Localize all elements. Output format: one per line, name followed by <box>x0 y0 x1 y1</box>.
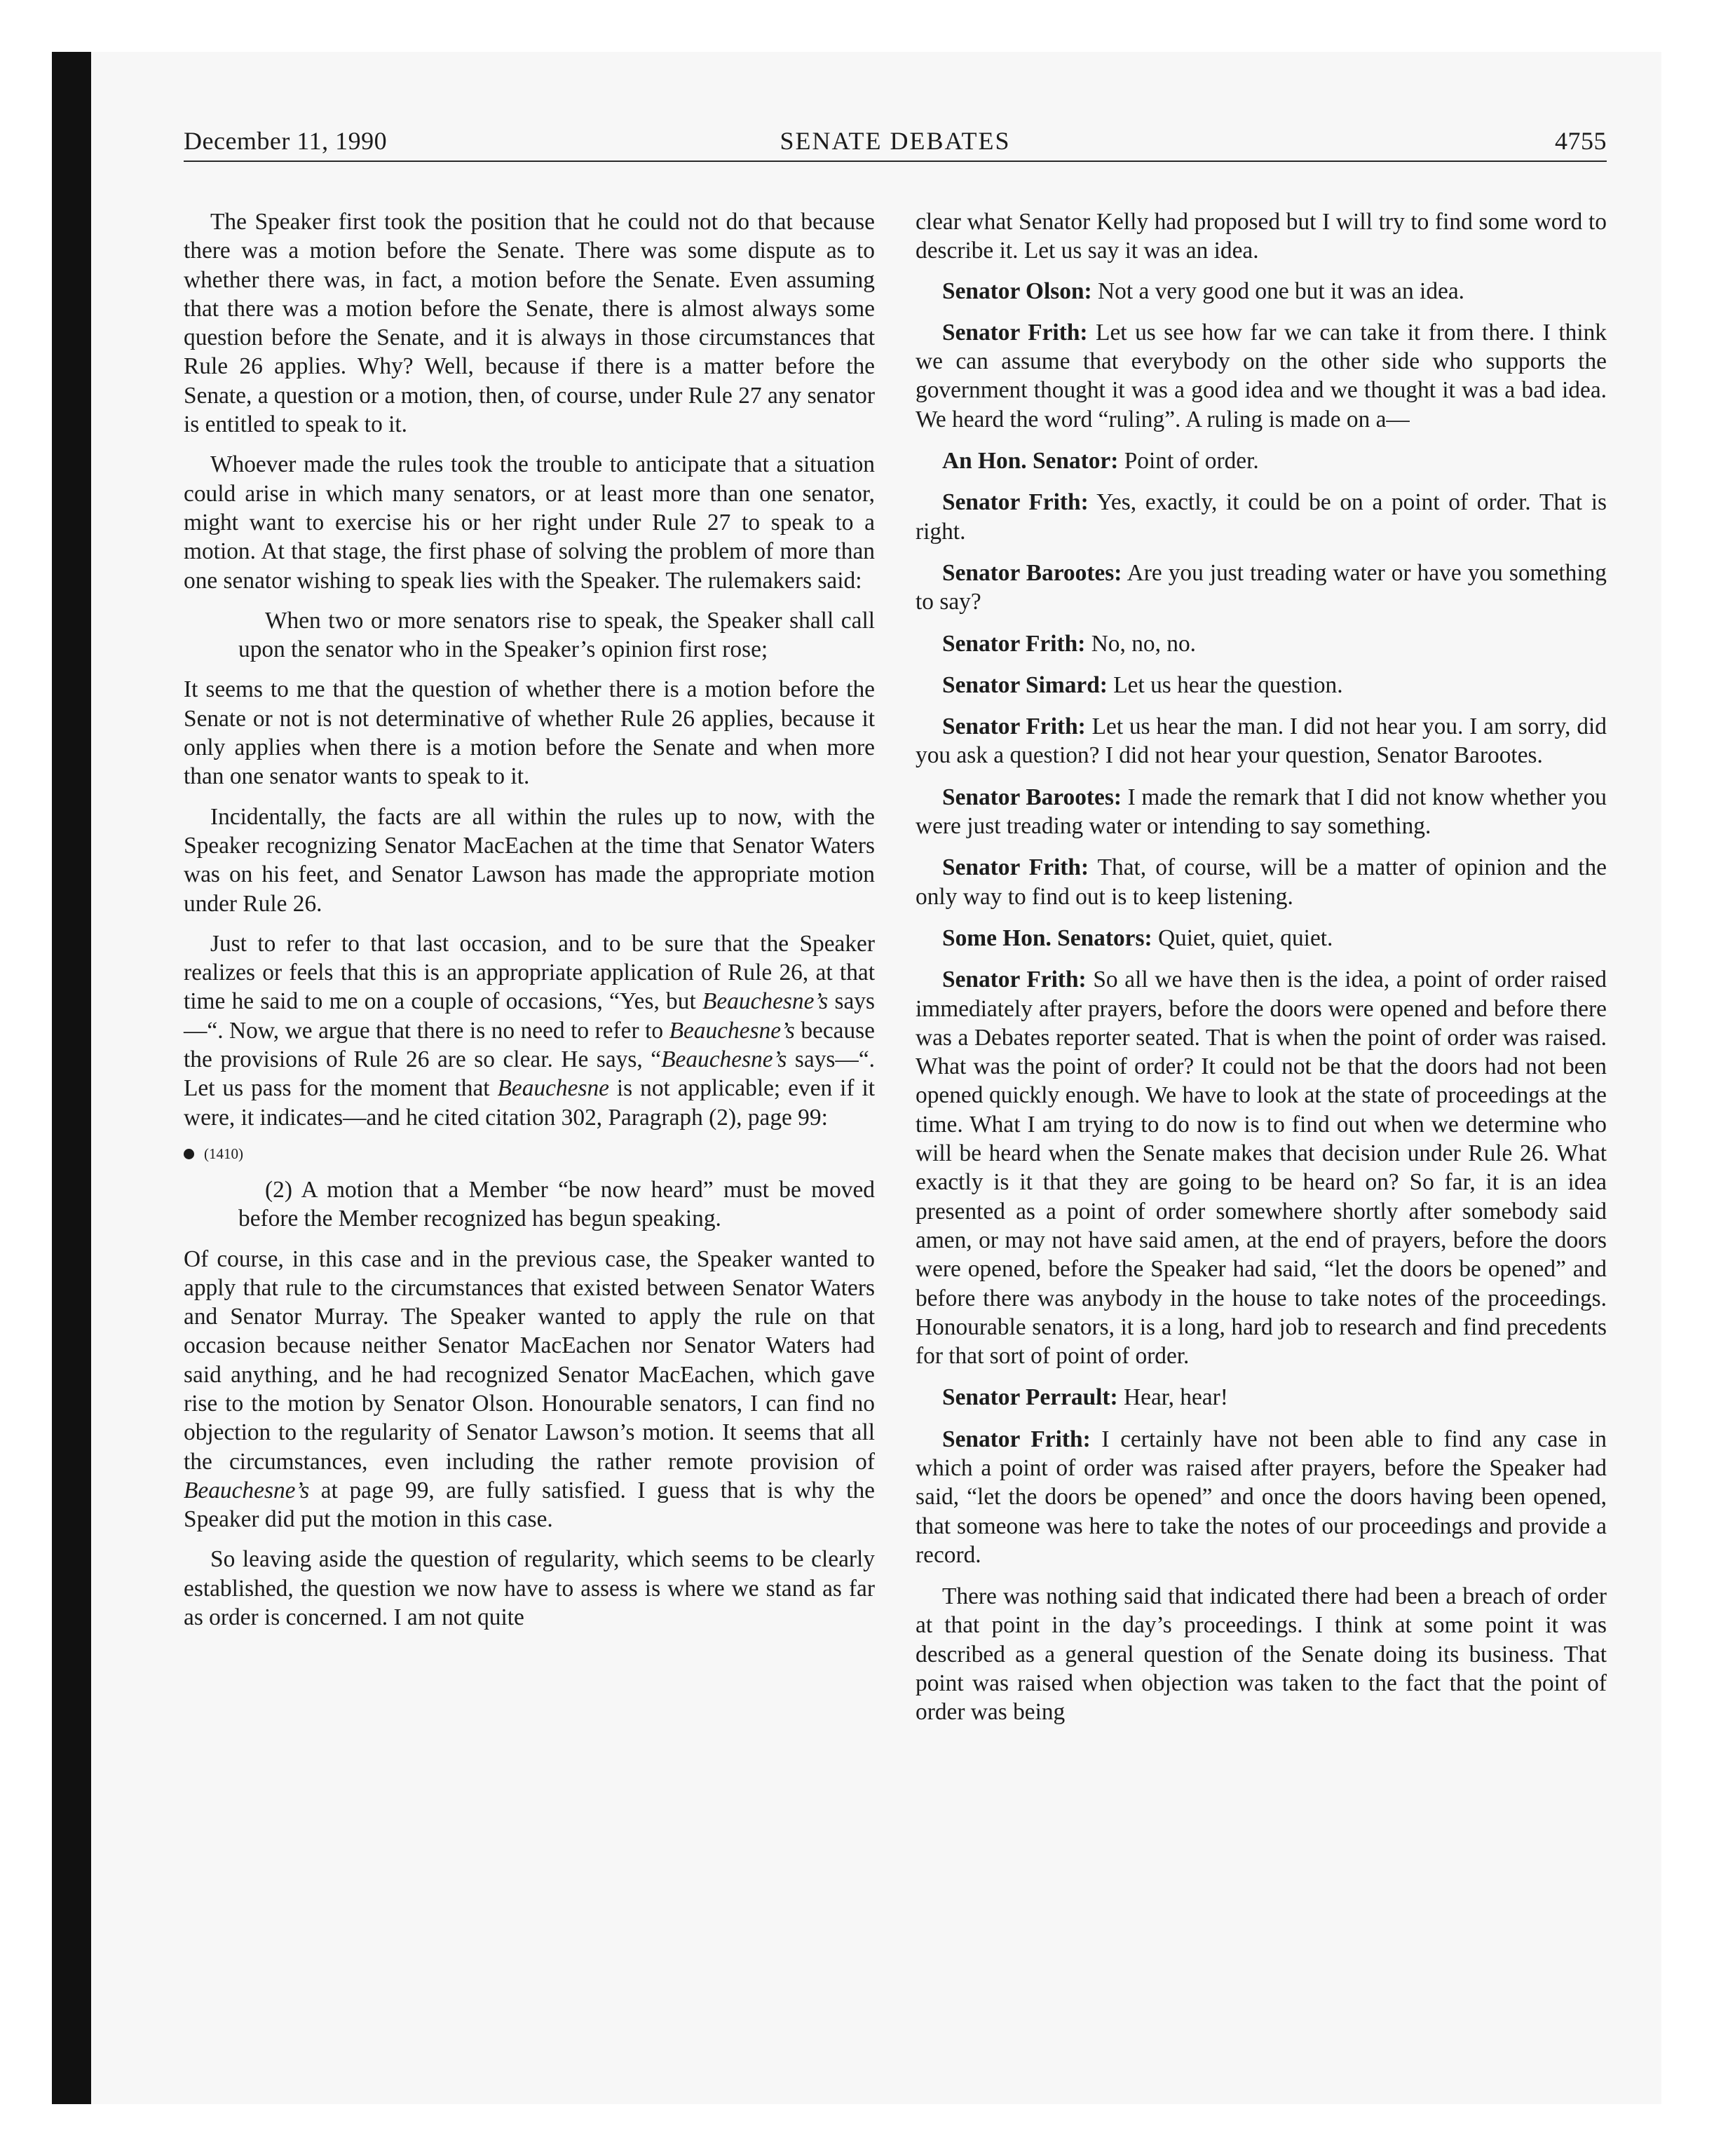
time-marker <box>184 1143 875 1164</box>
speaker-name: Some Hon. Senators: <box>942 925 1152 951</box>
italic-title: Beauchesne’s <box>184 1477 310 1503</box>
text-run: is not applicable; even if it were, it indicates—and he cited citation 302, Paragraph (2), page 99: <box>184 1075 875 1131</box>
speech <box>916 712 1607 770</box>
speaker-name: Senator Simard: <box>942 671 1108 698</box>
speaker-name: Senator Frith: <box>942 967 1087 993</box>
text-run: says—“. Now, we argue that there is no need to refer to <box>184 988 875 1044</box>
paragraph: Incidentally, the facts are all within the rules up to now, with the Speaker recognizing Senator MacEachen at the time that Senator Waters was on his feet, and Senator Lawson has made the appropriate motion under Rule 26. <box>184 803 875 917</box>
text-run: Just to refer to that last occasion, and to be sure that the Speaker realizes or feels that this is an appropriate application of Rule 26, at that time he said to me on a couple of occasions, “Yes, but <box>184 930 875 1015</box>
speaker-name: Senator Frith: <box>942 630 1086 657</box>
header-date: December 11, 1990 <box>184 127 388 155</box>
speaker-name: Senator Perrault: <box>942 1384 1118 1411</box>
speech <box>916 559 1607 617</box>
speech <box>916 1425 1607 1569</box>
speaker-name: Senator Barootes: <box>942 559 1122 586</box>
speech-text: Quiet, quiet, quiet. <box>1152 925 1333 951</box>
speech-text: Yes, exactly, it could be on a point of order. That is right. <box>916 489 1607 545</box>
speaker-name: Senator Frith: <box>942 854 1089 881</box>
running-header <box>184 126 1607 160</box>
speech <box>916 1383 1607 1412</box>
speech-text: Not a very good one but it was an idea. <box>1091 278 1465 304</box>
speech <box>916 318 1607 434</box>
speech <box>916 277 1607 306</box>
paragraph <box>184 929 875 1132</box>
paragraph: clear what Senator Kelly had proposed but I will try to find some word to describe it. Let us say it was an idea. <box>916 209 1607 264</box>
italic-title: Beauchesne’s <box>669 1017 795 1044</box>
block-quote: (2) A motion that a Member “be now heard” must be moved before the Member recognized has begun speaking. <box>238 1176 875 1232</box>
speech-text: I made the remark that I did not know whether you were just treading water or intending to say something. <box>916 784 1607 840</box>
text-run: because the provisions of Rule 26 are so clear. He says, “ <box>184 1017 875 1073</box>
italic-title: Beauchesne’s <box>661 1046 787 1073</box>
left-column <box>184 207 875 1632</box>
text-run: says—“. Let us pass for the moment that <box>184 1046 875 1102</box>
header-title: SENATE DEBATES <box>780 127 1011 155</box>
speech-text: No, no, no. <box>1085 630 1197 657</box>
speech <box>916 924 1607 953</box>
speech <box>916 446 1607 475</box>
right-column <box>916 207 1607 1727</box>
paragraph: There was nothing said that indicated there had been a breach of order at that point in the day’s proceedings. I think at some point it was described as a general question of the Senate doing its business. That point was raised when objection was taken to the fact that the point of order was being <box>916 1583 1607 1726</box>
speech <box>916 671 1607 700</box>
paragraph: It seems to me that the question of whether there is a motion before the Senate or not is not determinative of whether Rule 26 applies, because it only applies when there is a motion before the Senate and when more than one senator wants to speak to it. <box>184 676 875 790</box>
speaker-name: Senator Olson: <box>942 278 1092 304</box>
paragraph: The Speaker first took the position that he could not do that because there was a motion before the Senate. There was some dispute as to whether there was, in fact, a motion before the Senate. Even assuming that there was a motion before the Senate, there is almost always some question before the Senate, and it is always in those circumstances that Rule 26 applies. Why? Well, because if there is a matter before the Senate, a question or a motion, then, of course, under Rule 27 any senator is entitled to speak to it. <box>184 209 875 438</box>
speech <box>916 783 1607 841</box>
block-quote: When two or more senators rise to speak, the Speaker shall call upon the senator who in the Speaker’s opinion first rose; <box>238 607 875 663</box>
speaker-name: Senator Barootes: <box>942 784 1122 810</box>
speech-text: So all we have then is the idea, a point of order raised immediately after prayers, before the doors were opened and before there was a Debates reporter seated. That is when the point of order was raised. What was the point of order? It could not be that the doors had not been opened quickly enough. We have to look at the state of proceedings at the time. What I am trying to do now is to find out when we determine who will be heard when the Senate makes that decision under Rule 26. What exactly is it that they are going to be heard on? So far, it is an idea presented as a point of order somewhere shortly after somebody said amen, or may not have said amen, at the end of prayers, before the doors were opened, before the Speaker had said, “let the doors be opened” and before there was anybody in the house to take notes of the proceedings. Honourable senators, it is a long, hard job to research and find precedents for that sort of point of order. <box>916 967 1607 1370</box>
speech <box>916 853 1607 911</box>
speech-text: Point of order. <box>1118 448 1259 475</box>
paragraph <box>184 1245 875 1534</box>
speaker-name: Senator Frith: <box>942 319 1088 346</box>
scan-edge <box>52 52 91 2104</box>
speech-text: Let us hear the man. I did not hear you. I am sorry, did you ask a question? I did not hear your question, Senator Barootes. <box>916 714 1607 769</box>
speech-text: Are you just treading water or have you something to say? <box>916 559 1607 615</box>
text-run: Of course, in this case and in the previous case, the Speaker wanted to apply that rule to the circumstances that existed between Senator Waters and Senator Murray. The Speaker wanted to apply the rule on that occasion because neither Senator MacEachen nor Senator Waters had said anything, and he had recognized Senator MacEachen, which gave rise to the motion by Senator Olson. Honourable senators, I can find no objection to the regularity of Senator Lawson’s motion. It seems that all the circumstances, even including the rather remote provision of <box>184 1246 875 1475</box>
speech <box>916 629 1607 658</box>
page-number: 4755 <box>1555 127 1607 155</box>
speech <box>916 965 1607 1370</box>
speaker-name: Senator Frith: <box>942 714 1086 740</box>
time-marker-label: (1410) <box>204 1145 243 1162</box>
speech-text: I certainly have not been able to find any case in which a point of order was raised after prayers, before the Speaker had said, “let the doors be opened” and once the doors having been opened, that someone was here to take the notes of our proceedings and provide a record. <box>916 1426 1607 1568</box>
paragraph: So leaving aside the question of regularity, which seems to be clearly established, the question we now have to assess is where we stand as far as order is concerned. I am not quite <box>184 1546 875 1631</box>
speech-text: Hear, hear! <box>1117 1384 1228 1411</box>
paragraph: Whoever made the rules took the trouble to anticipate that a situation could arise in which many senators, or at least more than one senator, might want to exercise his or her right under Rule 27 to speak to a motion. At that stage, the first phase of solving the problem of more than one senator wishing to speak lies with the Speaker. The rulemakers said: <box>184 451 875 594</box>
speech <box>916 488 1607 546</box>
speech-text: That, of course, will be a matter of opinion and the only way to find out is to keep listening. <box>916 854 1607 910</box>
speaker-name: An Hon. Senator: <box>942 448 1119 475</box>
speaker-name: Senator Frith: <box>942 1426 1091 1452</box>
header-rule <box>184 161 1607 162</box>
italic-title: Beauchesne <box>497 1075 609 1102</box>
bullet-dot-icon <box>184 1149 194 1159</box>
speech-text: Let us hear the question. <box>1107 671 1343 698</box>
italic-title: Beauchesne’s <box>702 988 829 1015</box>
speech-text: Let us see how far we can take it from there. I think we can assume that everybody on the other side who supports the government thought it was a good idea and we thought it was a bad idea. We heard the word “ruling”. A ruling is made on a— <box>916 319 1607 432</box>
text-run: at page 99, are fully satisfied. I guess that is why the Speaker did put the motion in this case. <box>184 1477 875 1533</box>
speaker-name: Senator Frith: <box>942 489 1089 516</box>
